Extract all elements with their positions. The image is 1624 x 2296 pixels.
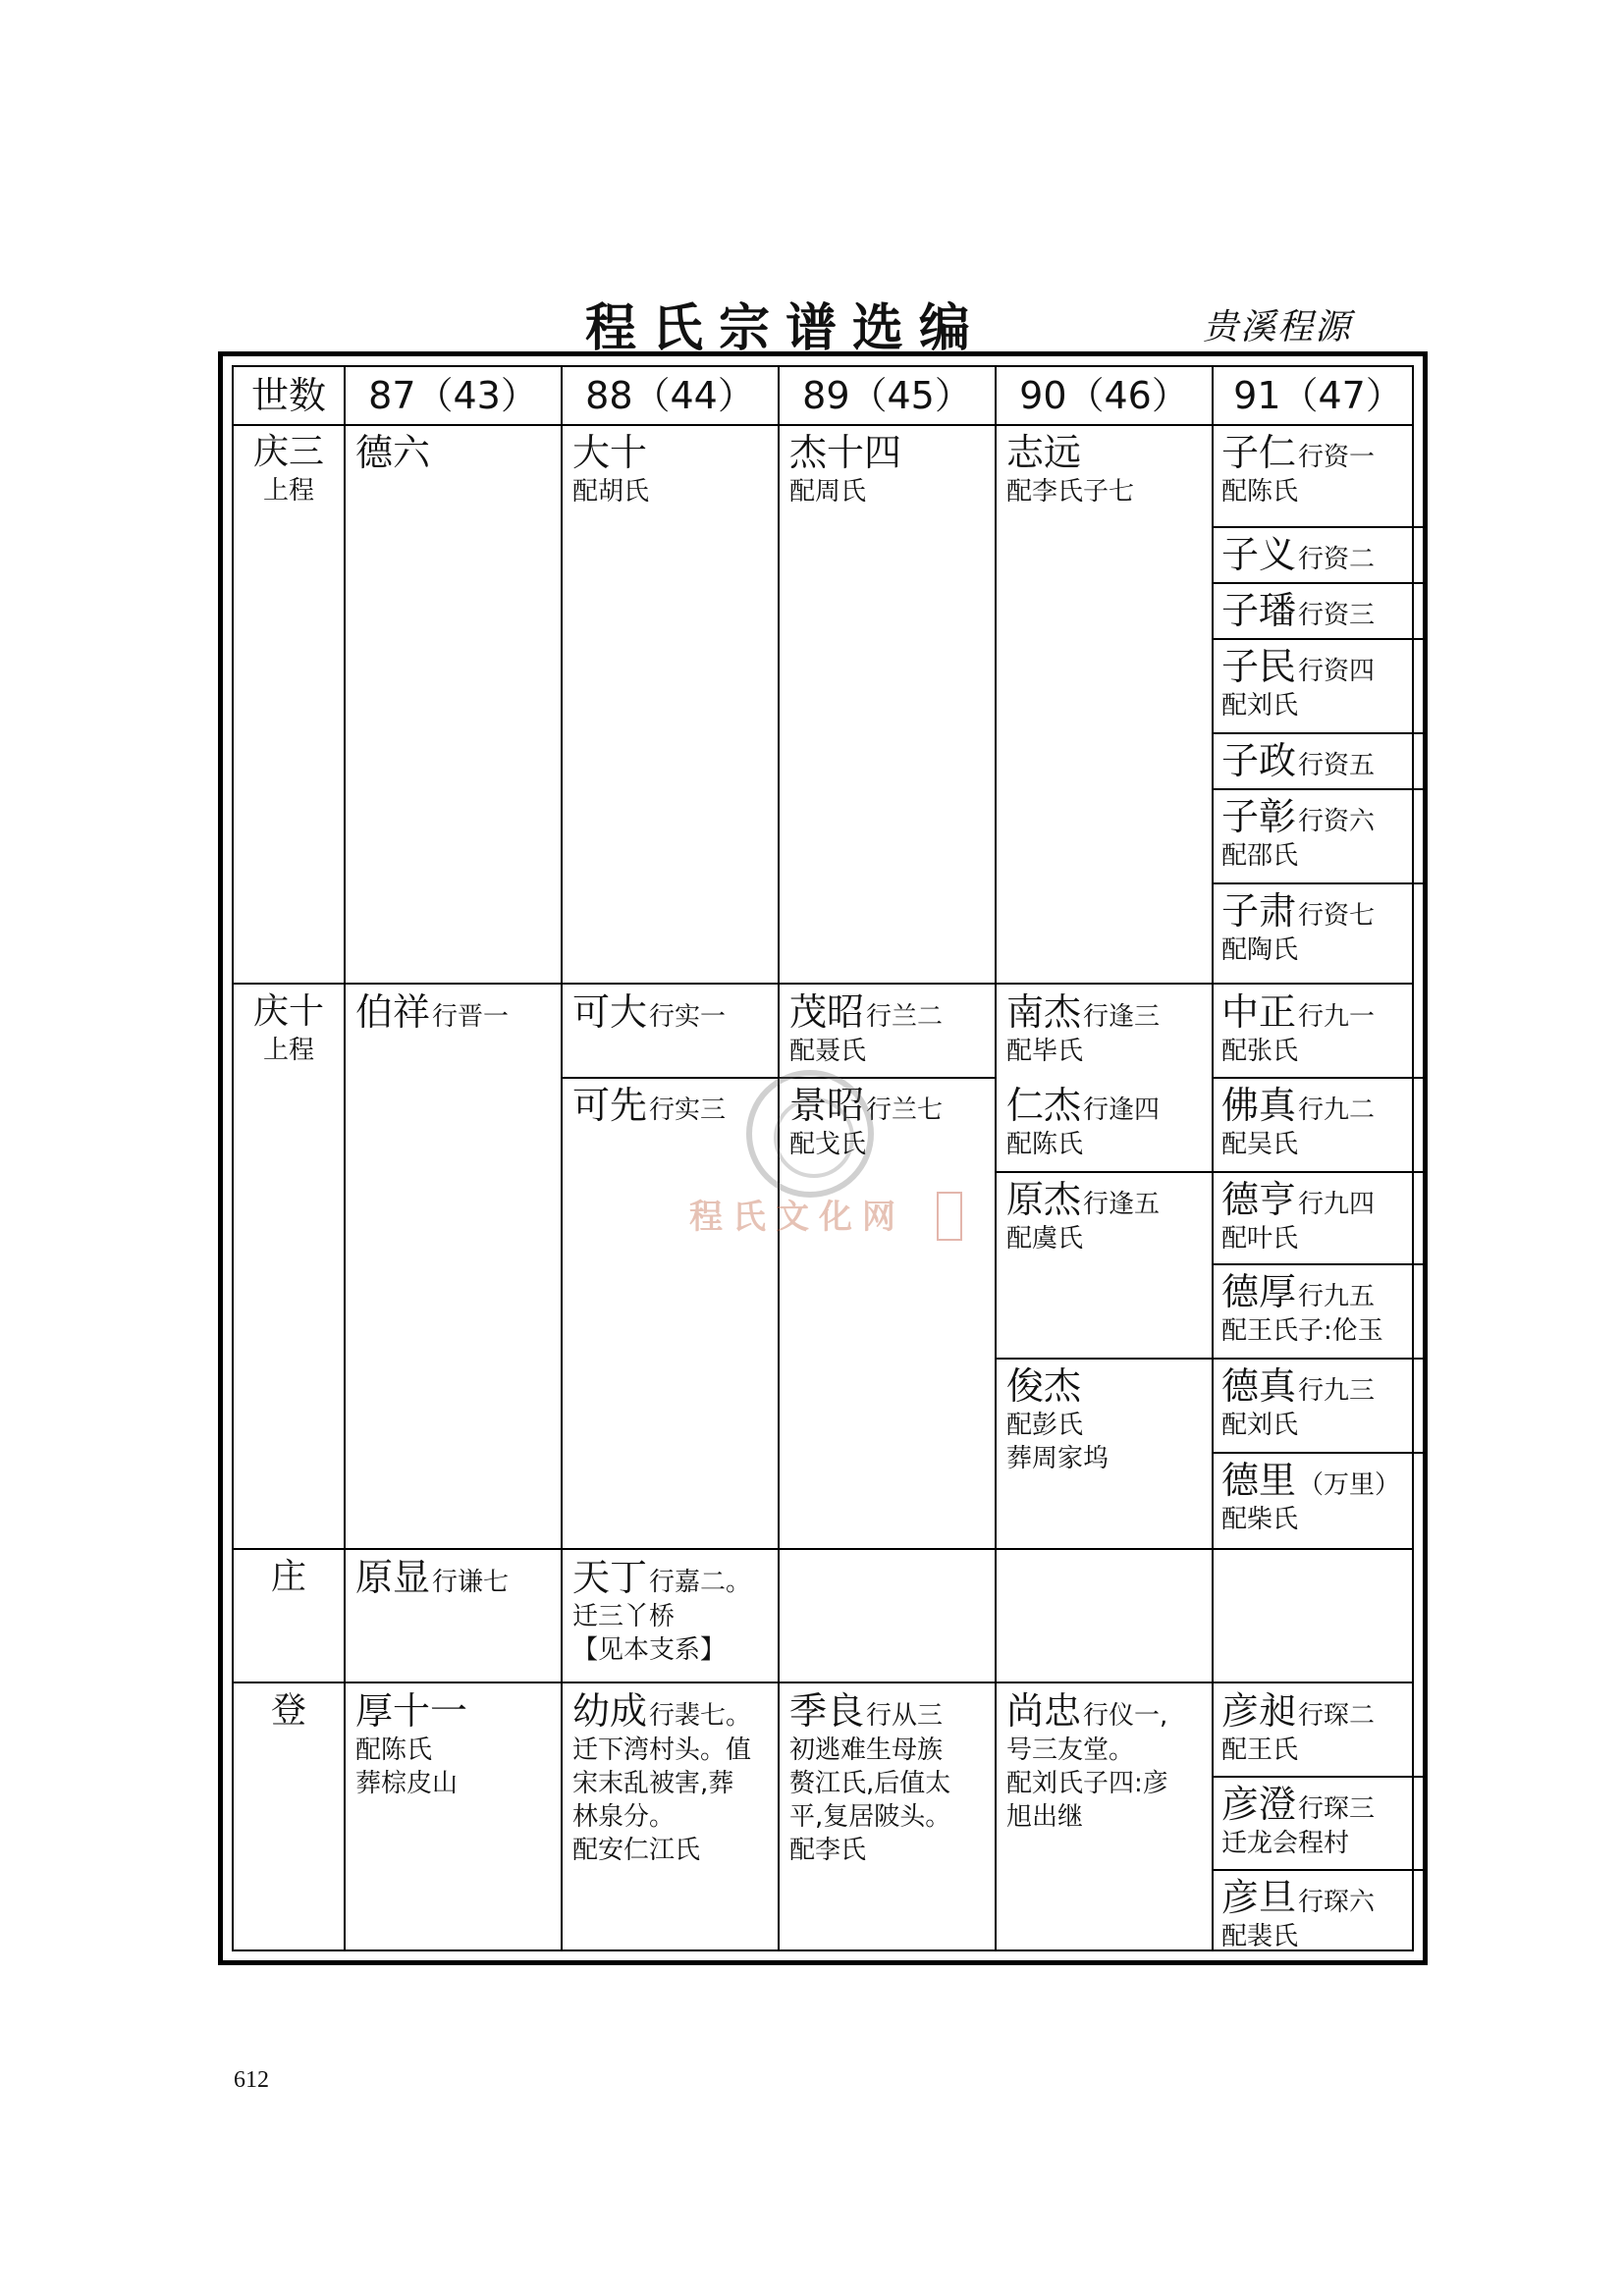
rank-note: 行资五 [1298,751,1376,780]
header-gen-89: 89（45） [802,374,972,417]
person-name: 彦旦 [1221,1876,1297,1919]
person-name: 可大 [572,990,648,1034]
rank-note: 行资六 [1298,807,1376,836]
person-entry [1006,430,1134,508]
rank-note: 行谦七 [432,1568,510,1597]
person-name: 杰十四 [789,431,902,474]
person-name: 子民 [1221,645,1297,688]
rank-note: 行九三 [1298,1376,1376,1406]
spouse-note: 配柴氏 [1221,1505,1299,1534]
rank-note: 行嘉二。 [649,1568,752,1597]
person-name: 德厚 [1221,1270,1297,1313]
group-label [234,1555,344,1600]
person-name: 彦澄 [1221,1783,1297,1826]
person-name: 德真 [1221,1364,1297,1408]
person-entry [572,1555,751,1667]
group-name: 登 [270,1690,306,1731]
cell-divider [1212,1869,1423,1871]
person-name: 可先 [572,1084,648,1127]
person-name: 原显 [355,1556,431,1599]
row-divider [234,983,1412,985]
person-name: 季良 [789,1689,865,1733]
spouse-note: 配王氏子:伦玉 [1221,1316,1383,1346]
row-divider [234,1548,1412,1550]
watermark-seal-icon [937,1192,962,1241]
person-name: 子义 [1221,533,1297,576]
biography-line: 号三友堂。 [1006,1735,1135,1765]
spouse-note: 配周氏 [789,477,867,507]
cell-divider [1212,882,1423,884]
person-entry [1006,1363,1109,1475]
person-entry [1006,1688,1168,1834]
spouse-note: 配陈氏 [355,1735,433,1765]
burial-note: 葬周家坞 [1006,1444,1110,1473]
group-label [234,989,344,1066]
person-name: 德亨 [1221,1178,1297,1221]
person-entry [1221,532,1375,577]
spouse-note: 配邵氏 [1221,841,1299,871]
rank-note: 行实三 [649,1095,727,1125]
spouse-note: 配聂氏 [789,1037,867,1066]
person-entry [789,430,901,508]
cell-divider [1212,732,1423,734]
spouse-note: 配戈氏 [789,1130,867,1159]
person-name: 中正 [1221,990,1297,1034]
spouse-note: 配刘氏子四:彦 [1006,1769,1168,1798]
rank-note: 行琛二 [1298,1701,1376,1731]
cell-divider [1212,1776,1423,1778]
header-gen-91: 91（47） [1233,374,1403,417]
spouse-note: 配虞氏 [1006,1224,1084,1254]
person-entry [572,430,649,508]
spouse-note: 配安仁江氏 [572,1836,701,1865]
watermark-text: 程氏文化网 [689,1198,905,1237]
document-subtitle: 贵溪程源 [1203,307,1353,347]
group-name: 庆三 [252,432,324,472]
person-entry [572,1688,751,1867]
person-entry [789,989,943,1068]
person-name: 志远 [1006,431,1082,474]
rank-note: 行资一 [1298,443,1376,472]
person-entry [789,1688,950,1867]
rank-note: 行裴七。 [649,1701,752,1731]
person-name: 子肃 [1221,889,1297,933]
person-entry [1221,430,1375,508]
cell-divider [1212,788,1423,790]
header-gen-88: 88（44） [585,374,755,417]
person-entry [1221,588,1375,633]
group-name: 庄 [270,1557,306,1597]
spouse-note: 配吴氏 [1221,1130,1299,1159]
rank-note: 行琛三 [1298,1794,1376,1824]
person-name: 天丁 [572,1556,648,1599]
person-name: 俊杰 [1006,1364,1082,1408]
biography-line: 迁下湾村头。值 [572,1735,752,1765]
rank-note: 行实一 [649,1002,727,1032]
biography-line: 林泉分。 [572,1802,676,1832]
spouse-note: 配叶氏 [1221,1224,1299,1254]
page-number: 612 [234,2067,269,2093]
person-entry [1221,989,1375,1068]
rank-note: 行九二 [1298,1095,1376,1125]
rank-note: 行琛六 [1298,1888,1376,1917]
column-divider [344,367,346,1949]
person-name: 子彰 [1221,795,1297,838]
group-label [234,1688,344,1734]
rank-note: 行逢五 [1083,1190,1161,1219]
spouse-note: 配彭氏 [1006,1411,1084,1440]
cell-divider [1212,582,1423,584]
spouse-note: 配陈氏 [1221,477,1299,507]
spouse-note: 配陶氏 [1221,935,1299,965]
spouse-note: 配陈氏 [1006,1130,1084,1159]
reference-note: 【见本支系】 [572,1635,727,1665]
watermark-logo-icon [746,1070,874,1198]
person-name: 彦昶 [1221,1689,1297,1733]
migration-note: 迁龙会程村 [1221,1829,1350,1858]
person-entry [1221,738,1375,783]
person-entry [1221,1177,1375,1255]
rank-note: 行九五 [1298,1282,1376,1311]
biography-line: 赘江氏,后值太 [789,1769,951,1798]
person-entry [572,1083,726,1128]
biography-line: 宋末乱被害,葬 [572,1769,734,1798]
column-divider [1212,367,1214,1949]
document-title: 程氏宗谱选编 [584,299,986,358]
rank-note: 行九四 [1298,1190,1376,1219]
migration-note: 迁三丫桥 [572,1602,676,1631]
person-entry [1221,888,1375,967]
person-entry [1221,1688,1375,1767]
header-divider [234,424,1412,426]
rank-note: 行逢四 [1083,1095,1161,1125]
person-entry [1221,1083,1375,1161]
person-name: 厚十一 [355,1689,468,1733]
person-name: 仁杰 [1006,1084,1082,1127]
person-entry [1221,644,1375,722]
person-name: 原杰 [1006,1178,1082,1221]
person-name: 尚忠 [1006,1689,1082,1733]
cell-divider [995,1171,1212,1173]
rank-note: 行资二 [1298,545,1376,574]
rank-note: 行逢三 [1083,1002,1161,1032]
spouse-note: 配胡氏 [572,477,650,507]
group-name: 庆十 [252,991,324,1032]
row-divider [234,1682,1412,1683]
cell-divider [1212,526,1423,528]
person-entry [1221,1458,1400,1536]
biography-line: 平,复居陂头。 [789,1802,951,1832]
person-entry [1221,1782,1375,1860]
person-entry [355,430,430,475]
person-name: 南杰 [1006,990,1082,1034]
cell-divider [995,1358,1212,1360]
column-divider [995,367,997,1949]
rank-note: 行九一 [1298,1002,1376,1032]
person-entry [1221,794,1375,873]
person-name: 子仁 [1221,431,1297,474]
cell-divider [1212,1171,1423,1173]
cell-divider [1212,1077,1423,1079]
rank-note: 行仪一, [1083,1701,1168,1731]
rank-note: （万里） [1298,1470,1401,1500]
person-entry [572,989,726,1035]
person-entry [1221,1269,1383,1348]
header-gen-87: 87（43） [368,374,538,417]
rank-note: 行从三 [866,1701,944,1731]
person-entry [355,989,509,1035]
rank-note: 行晋一 [432,1002,510,1032]
person-name: 德六 [355,431,431,474]
header-gen-90: 90（46） [1019,374,1189,417]
biography-line: 初逃难生母族 [789,1735,944,1765]
person-name: 幼成 [572,1689,648,1733]
rank-note: 行兰七 [866,1095,944,1125]
rank-note: 行资三 [1298,601,1376,630]
rank-note: 行资四 [1298,657,1376,686]
person-entry [355,1688,467,1800]
spouse-note: 配刘氏 [1221,1411,1299,1440]
cell-divider [1212,1358,1423,1360]
group-branch: 上程 [262,476,314,506]
cell-divider [1212,1452,1423,1454]
burial-note: 葬棕皮山 [355,1769,459,1798]
person-name: 子璠 [1221,589,1297,632]
spouse-note: 配王氏 [1221,1735,1299,1765]
person-name: 佛真 [1221,1084,1297,1127]
spouse-note: 配李氏子七 [1006,477,1135,507]
group-branch: 上程 [262,1036,314,1065]
person-entry [355,1555,509,1600]
header-generation: 世数 [250,374,326,417]
person-name: 景昭 [789,1084,865,1127]
biography-line: 旭出继 [1006,1802,1084,1832]
column-divider [561,367,563,1949]
person-entry [1221,1363,1375,1442]
cell-divider [1212,1263,1423,1265]
cell-divider [1212,638,1423,640]
person-entry [1006,1177,1160,1255]
rank-note: 行兰二 [866,1002,944,1032]
rank-note: 行资七 [1298,901,1376,931]
person-entry [1221,1875,1375,1953]
group-label [234,430,344,507]
person-name: 子政 [1221,739,1297,782]
spouse-note: 配李氏 [789,1836,867,1865]
person-name: 伯祥 [355,990,431,1034]
spouse-note: 配毕氏 [1006,1037,1084,1066]
person-entry [1006,1083,1160,1161]
person-name: 德里 [1221,1459,1297,1502]
spouse-note: 配张氏 [1221,1037,1299,1066]
spouse-note: 配裴氏 [1221,1922,1299,1951]
person-entry [1006,989,1160,1068]
person-name: 茂昭 [789,990,865,1034]
spouse-note: 配刘氏 [1221,691,1299,721]
person-name: 大十 [572,431,648,474]
